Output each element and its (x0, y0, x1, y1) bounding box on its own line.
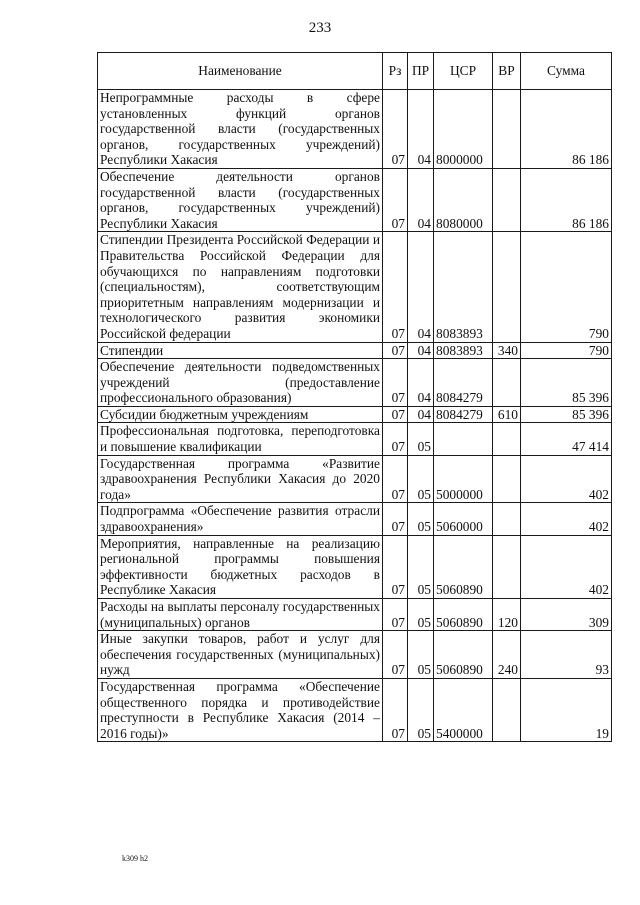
row-rz: 07 (383, 90, 408, 169)
table-row (98, 406, 612, 423)
row-sum: 402 (521, 455, 612, 503)
row-name: Стипендии Президента Российской Федерации и Правительства Российской Федерации для обучающихся по направлениям подготовки (специальностям), соответствующим приоритетным направлениям модернизации и технологического развития экономики Российской федерации (98, 232, 383, 342)
row-sum: 402 (521, 535, 612, 598)
row-name: Подпрограмма «Обеспечение развития отрасли здравоохранения» (98, 503, 383, 535)
table-row (98, 423, 612, 455)
row-pr: 05 (408, 631, 434, 679)
header-pr: ПР (408, 53, 434, 90)
row-pr: 04 (408, 168, 434, 231)
table-row (98, 631, 612, 679)
header-csr: ЦСР (434, 53, 493, 90)
row-vr: 120 (493, 599, 521, 631)
row-sum: 790 (521, 232, 612, 342)
row-rz: 07 (383, 631, 408, 679)
row-vr: 240 (493, 631, 521, 679)
table-row (98, 455, 612, 503)
row-pr: 05 (408, 678, 434, 741)
row-pr: 04 (408, 359, 434, 407)
header-name: Наименование (98, 53, 383, 90)
row-name: Профессиональная подготовка, переподготовка и повышение квалификации (98, 423, 383, 455)
page-number: 233 (308, 20, 332, 36)
row-rz: 07 (383, 678, 408, 741)
row-sum: 790 (521, 342, 612, 359)
row-sum: 402 (521, 503, 612, 535)
header-vr: ВР (493, 53, 521, 90)
row-name: Иные закупки товаров, работ и услуг для обеспечения государственных (муниципальных) нужд (98, 631, 383, 679)
row-sum: 309 (521, 599, 612, 631)
table-header-row (98, 53, 612, 90)
row-rz: 07 (383, 455, 408, 503)
row-csr: 5400000 (434, 678, 493, 741)
row-sum: 47 414 (521, 423, 612, 455)
table-row (98, 678, 612, 741)
row-name: Государственная программа «Развитие здравоохранения Республики Хакасия до 2020 года» (98, 455, 383, 503)
row-vr (493, 168, 521, 231)
row-rz: 07 (383, 342, 408, 359)
row-rz: 07 (383, 359, 408, 407)
row-pr: 05 (408, 535, 434, 598)
row-name: Государственная программа «Обеспечение общественного порядка и противодействие преступности в Республике Хакасия (2014 – 2016 годы)» (98, 678, 383, 741)
row-rz: 07 (383, 232, 408, 342)
row-vr (493, 90, 521, 169)
table-row (98, 232, 612, 342)
footer-code: k309 h2 (122, 854, 148, 863)
row-sum: 86 186 (521, 90, 612, 169)
row-pr: 04 (408, 342, 434, 359)
row-sum: 93 (521, 631, 612, 679)
row-csr: 8083893 (434, 342, 493, 359)
row-csr: 5060890 (434, 599, 493, 631)
row-rz: 07 (383, 406, 408, 423)
row-name: Субсидии бюджетным учреждениям (98, 406, 383, 423)
budget-table (97, 52, 612, 742)
row-csr: 5060890 (434, 535, 493, 598)
row-pr: 04 (408, 90, 434, 169)
row-csr: 5060890 (434, 631, 493, 679)
row-name: Непрограммные расходы в сфере установленных функций органов государственной власти (государственных органов, государственных учреждений) Республики Хакасия (98, 90, 383, 169)
row-csr: 8080000 (434, 168, 493, 231)
row-sum: 85 396 (521, 359, 612, 407)
row-pr: 05 (408, 503, 434, 535)
row-vr (493, 359, 521, 407)
table-row (98, 168, 612, 231)
row-csr: 5060000 (434, 503, 493, 535)
row-csr: 8084279 (434, 359, 493, 407)
table-row (98, 90, 612, 169)
row-pr: 05 (408, 423, 434, 455)
row-vr: 610 (493, 406, 521, 423)
row-vr (493, 503, 521, 535)
row-name: Мероприятия, направленные на реализацию региональной программы повышения эффективности бюджетных расходов в Республике Хакасия (98, 535, 383, 598)
header-rz: Рз (383, 53, 408, 90)
header-sum: Сумма (521, 53, 612, 90)
table-row (98, 359, 612, 407)
row-sum: 19 (521, 678, 612, 741)
row-sum: 86 186 (521, 168, 612, 231)
row-csr: 5000000 (434, 455, 493, 503)
row-vr (493, 232, 521, 342)
row-pr: 05 (408, 455, 434, 503)
row-vr (493, 535, 521, 598)
table-row (98, 503, 612, 535)
row-vr (493, 423, 521, 455)
row-rz: 07 (383, 599, 408, 631)
table-row (98, 535, 612, 598)
row-name: Обеспечение деятельности подведомственных учреждений (предоставление профессионального образования) (98, 359, 383, 407)
table-row (98, 342, 612, 359)
row-vr (493, 455, 521, 503)
row-csr: 8084279 (434, 406, 493, 423)
row-csr (434, 423, 493, 455)
row-name: Стипендии (98, 342, 383, 359)
row-pr: 04 (408, 406, 434, 423)
row-pr: 04 (408, 232, 434, 342)
row-vr: 340 (493, 342, 521, 359)
table-row (98, 599, 612, 631)
row-name: Обеспечение деятельности органов государственной власти (государственных органов, государственных учреждений) Республики Хакасия (98, 168, 383, 231)
row-vr (493, 678, 521, 741)
row-name: Расходы на выплаты персоналу государственных (муниципальных) органов (98, 599, 383, 631)
row-csr: 8083893 (434, 232, 493, 342)
row-rz: 07 (383, 168, 408, 231)
row-rz: 07 (383, 503, 408, 535)
row-rz: 07 (383, 423, 408, 455)
row-csr: 8000000 (434, 90, 493, 169)
row-sum: 85 396 (521, 406, 612, 423)
row-rz: 07 (383, 535, 408, 598)
row-pr: 05 (408, 599, 434, 631)
